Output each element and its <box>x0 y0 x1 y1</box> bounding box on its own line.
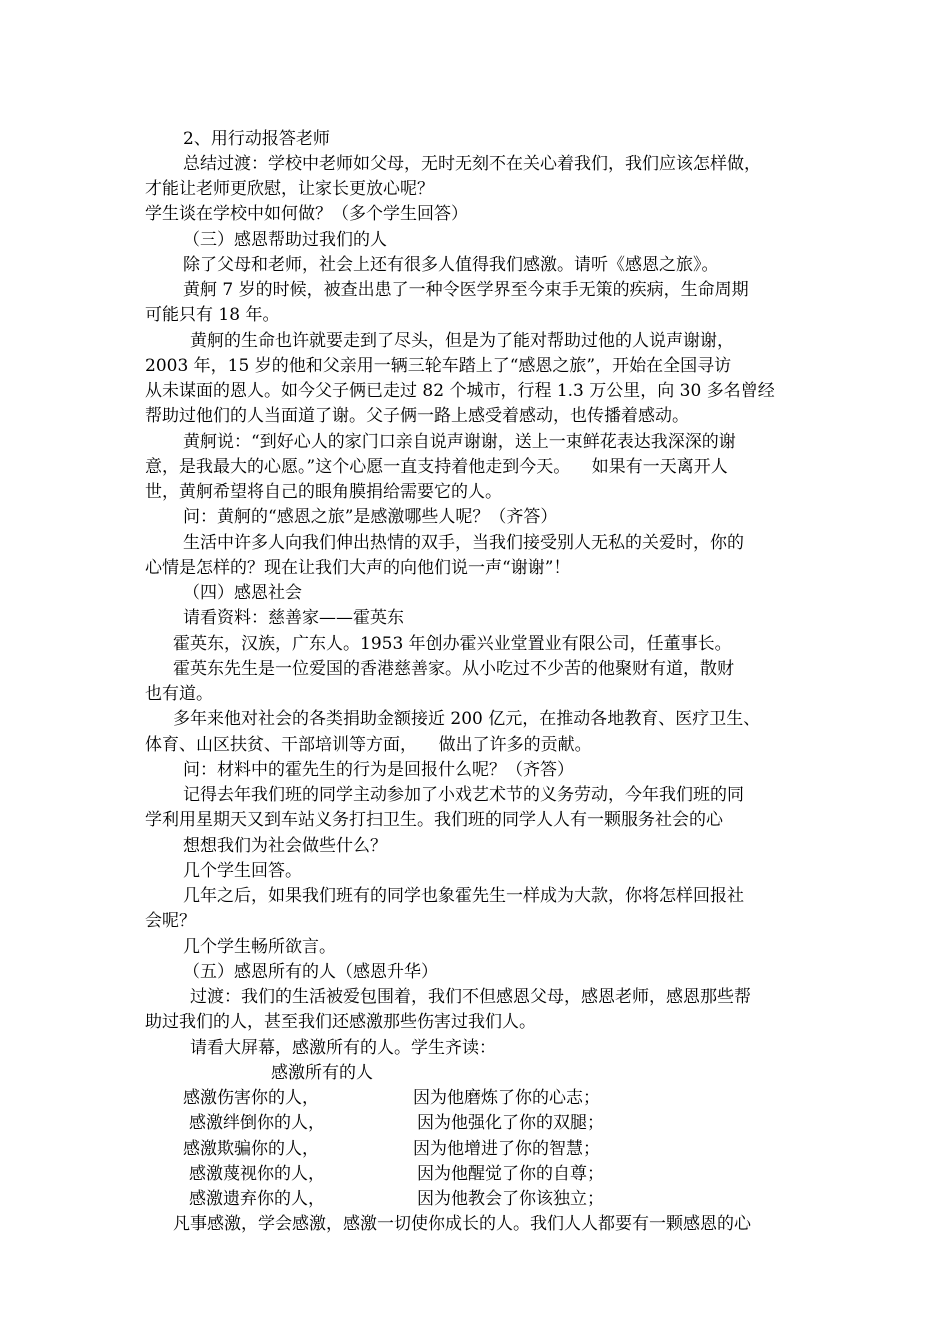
paragraph-line: 意，是我最大的心愿。”这个心愿一直支持着他走到今天。 如果有一天离开人 <box>145 457 728 477</box>
paragraph-line: 几个学生畅所欲言。 <box>183 937 336 957</box>
paragraph-line: 会呢？ <box>145 911 196 931</box>
paragraph-line: 2003 年，15 岁的他和父亲用一辆三轮车踏上了“感恩之旅”，开始在全国寻访 <box>145 356 732 376</box>
poem-line-right: 因为他教会了你该独立； <box>417 1189 604 1209</box>
paragraph-line: 黄舸说：“到好心人的家门口亲自说声谢谢，送上一束鲜花表达我深深的谢 <box>183 432 736 452</box>
paragraph-line: 体育、山区扶贫、干部培训等方面， 做出了许多的贡献。 <box>145 735 592 755</box>
poem-line-right: 因为他醒觉了你的自尊； <box>417 1164 604 1184</box>
paragraph-line: 可能只有 18 年。 <box>145 305 280 325</box>
poem-line-left: 感激伤害你的人， <box>183 1088 319 1108</box>
paragraph-line: 霍英东，汉族，广东人。1953 年创办霍兴业堂置业有限公司，任董事长。 <box>173 634 732 654</box>
poem-line-left: 感激绊倒你的人， <box>189 1113 325 1133</box>
poem-line-left: 感激欺骗你的人， <box>183 1139 319 1159</box>
paragraph-line: 学利用星期天又到车站义务打扫卫生。我们班的同学人人有一颗服务社会的心 <box>145 810 723 830</box>
poem-line-right: 因为他强化了你的双腿； <box>417 1113 604 1133</box>
paragraph-line: 几年之后，如果我们班有的同学也象霍先生一样成为大款，你将怎样回报社 <box>183 886 744 906</box>
paragraph-line: 黄舸 7 岁的时候，被查出患了一种令医学界至今束手无策的疾病，生命周期 <box>183 280 749 300</box>
paragraph-line: 请看大屏幕，感激所有的人。学生齐读： <box>190 1038 496 1058</box>
poem-title: 感激所有的人 <box>271 1063 373 1083</box>
section-heading: 2、用行动报答老师 <box>183 129 330 149</box>
paragraph-line: 除了父母和老师，社会上还有很多人值得我们感激。请听《感恩之旅》。 <box>183 255 719 275</box>
paragraph-line: 黄舸的生命也许就要走到了尽头，但是为了能对帮助过他的人说声谢谢， <box>190 331 734 351</box>
paragraph-line: 几个学生回答。 <box>183 861 302 881</box>
paragraph-line: 也有道。 <box>145 684 213 704</box>
paragraph-line: 心情是怎样的？现在让我们大声的向他们说一声“谢谢”！ <box>145 558 571 578</box>
paragraph-line: 多年来他对社会的各类捐助金额接近 200 亿元，在推动各地教育、医疗卫生、 <box>173 709 761 729</box>
poem-line-left: 感激蔑视你的人， <box>189 1164 325 1184</box>
paragraph-line: 助过我们的人，甚至我们还感激那些伤害过我们人。 <box>145 1012 536 1032</box>
paragraph-line: 才能让老师更欣慰，让家长更放心呢？ <box>145 179 434 199</box>
paragraph-line: 想想我们为社会做些什么？ <box>183 836 387 856</box>
section-heading: （三）感恩帮助过我们的人 <box>183 230 387 250</box>
paragraph-line: 问：材料中的霍先生的行为是回报什么呢？（齐答） <box>183 760 574 780</box>
paragraph-line: 总结过渡：学校中老师如父母，无时无刻不在关心着我们，我们应该怎样做， <box>183 154 761 174</box>
paragraph-line: 学生谈在学校中如何做？（多个学生回答） <box>145 204 468 224</box>
paragraph-line: 生活中许多人向我们伸出热情的双手，当我们接受别人无私的关爱时，你的 <box>183 533 744 553</box>
section-heading: （五）感恩所有的人（感恩升华） <box>183 962 438 982</box>
paragraph-line: 帮助过他们的人当面道了谢。父子俩一路上感受着感动，也传播着感动。 <box>145 406 689 426</box>
paragraph-line: 过渡：我们的生活被爱包围着，我们不但感恩父母，感恩老师，感恩那些帮 <box>190 987 751 1007</box>
paragraph-line: 问：黄舸的“感恩之旅”是感激哪些人呢？（齐答） <box>183 507 558 527</box>
poem-line-right: 因为他增进了你的智慧； <box>413 1139 600 1159</box>
paragraph-line: 霍英东先生是一位爱国的香港慈善家。从小吃过不少苦的他聚财有道，散财 <box>173 659 734 679</box>
closing-line: 凡事感激，学会感激，感激一切使你成长的人。我们人人都要有一颗感恩的心 <box>173 1214 751 1234</box>
paragraph-line: 世，黄舸希望将自己的眼角膜捐给需要它的人。 <box>145 482 502 502</box>
section-heading: （四）感恩社会 <box>183 583 302 603</box>
paragraph-line: 请看资料：慈善家——霍英东 <box>183 608 404 628</box>
paragraph-line: 记得去年我们班的同学主动参加了小戏艺术节的义务劳动，今年我们班的同 <box>183 785 744 805</box>
paragraph-line: 从未谋面的恩人。如今父子俩已走过 82 个城市，行程 1.3 万公里，向 30 多名曾经 <box>145 381 775 401</box>
poem-line-right: 因为他磨炼了你的心志； <box>413 1088 600 1108</box>
poem-line-left: 感激遗弃你的人， <box>189 1189 325 1209</box>
